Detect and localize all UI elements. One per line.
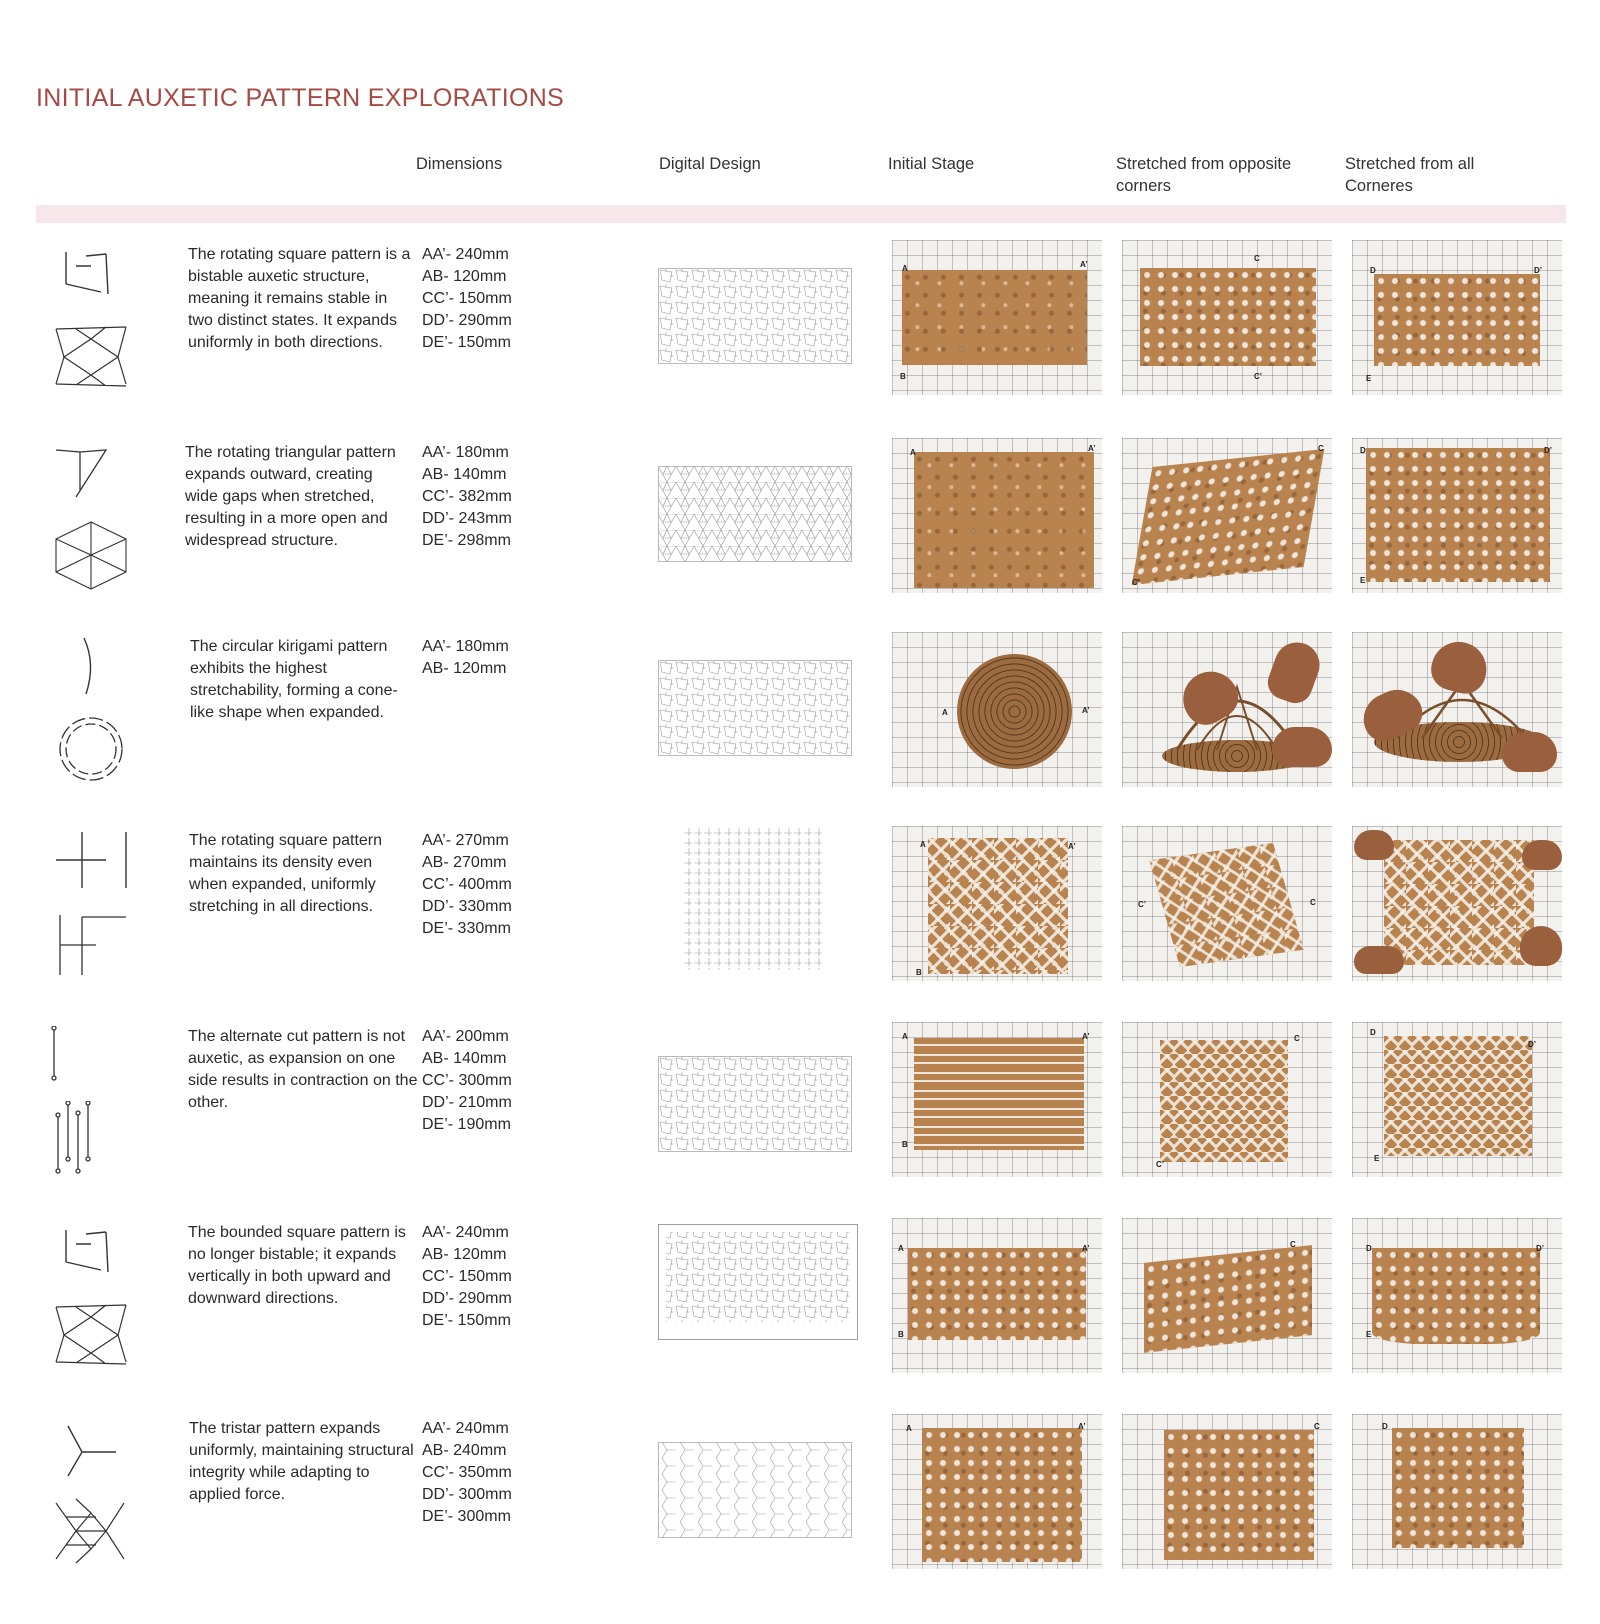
dimension-value: DE’- 150mm xyxy=(422,334,511,351)
digital-design-drawing xyxy=(658,1224,858,1340)
dimension-value: AA’- 240mm xyxy=(422,246,509,263)
pattern-dimensions xyxy=(422,244,622,354)
alternate-cut-pattern-icon xyxy=(46,1101,136,1176)
digital-design-drawing xyxy=(658,268,852,364)
dimension-value: DD’- 330mm xyxy=(422,898,512,915)
photo-stretched-all: D xyxy=(1352,1414,1562,1569)
photo-initial-stage: A A’ B xyxy=(892,1022,1102,1177)
page-title: INITIAL AUXETIC PATTERN EXPLORATIONS xyxy=(36,84,565,112)
pattern-description: The rotating square pattern maintains its density even when expanded, uniformly stretching in all directions. xyxy=(189,832,383,915)
dimension-value: AB- 140mm xyxy=(422,466,507,483)
photo-stretched-all: D D’ E xyxy=(1352,1022,1562,1177)
pattern-dimensions xyxy=(422,442,622,552)
photo-initial-stage: A A’ B xyxy=(892,1218,1102,1373)
photo-initial-stage: A A’ xyxy=(892,632,1102,787)
dimension-value: DE’- 298mm xyxy=(422,532,511,549)
photo-initial-stage: A A’ xyxy=(892,1414,1102,1569)
dimension-value: CC’- 400mm xyxy=(422,876,512,893)
photo-initial-stage: A A’ B xyxy=(892,826,1102,981)
photo-stretched-all: D D’ E xyxy=(1352,240,1562,395)
cross-grid-icon xyxy=(46,905,136,980)
column-header-stretched-opposite: Stretched from opposite corners xyxy=(1116,155,1292,195)
dimension-value: CC’- 150mm xyxy=(422,290,512,307)
pattern-row-circular-kirigami xyxy=(0,636,1600,816)
dimension-value: AB- 120mm xyxy=(422,1246,507,1263)
pattern-description: The bounded square pattern is no longer bistable; it expands vertically in both upward and downward directions. xyxy=(188,1224,406,1307)
photo-stretched-all: D D’ E xyxy=(1352,1218,1562,1373)
dimension-value: AB- 270mm xyxy=(422,854,507,871)
column-header-dimensions: Dimensions xyxy=(416,155,503,173)
digital-design-drawing xyxy=(658,1056,852,1152)
photo-stretched-opposite: C C’ xyxy=(1122,1022,1332,1177)
tristar-pattern-icon xyxy=(46,1493,136,1568)
pattern-row-rotating-triangle xyxy=(0,442,1600,622)
rotating-triangle-icon xyxy=(46,442,136,502)
column-header-initial-stage: Initial Stage xyxy=(888,155,975,173)
header-band xyxy=(36,205,1566,223)
pattern-description: The alternate cut pattern is not auxetic, as expansion on one side results in contraction on the other. xyxy=(188,1028,418,1111)
dimension-value: AB- 240mm xyxy=(422,1442,507,1459)
pattern-row-rotating-square-density xyxy=(0,830,1600,1010)
cross-icon xyxy=(46,830,136,890)
bounded-square-pattern-icon xyxy=(46,1297,136,1372)
photo-initial-stage: A A’ xyxy=(892,438,1102,593)
digital-design-drawing xyxy=(658,660,852,756)
dimension-value: AB- 120mm xyxy=(422,268,507,285)
column-header-stretched-all: Stretched from all Corneres xyxy=(1345,155,1475,195)
dimension-value: AA’- 270mm xyxy=(422,832,509,849)
digital-design-drawing xyxy=(658,1442,852,1538)
bounded-square-icon xyxy=(46,1222,136,1282)
pattern-row-rotating-square xyxy=(0,244,1600,424)
dimension-value: DD’- 300mm xyxy=(422,1486,512,1503)
dimension-value: AA’- 240mm xyxy=(422,1420,509,1437)
dimension-value: DD’- 243mm xyxy=(422,510,512,527)
dimension-value: AA’- 180mm xyxy=(422,444,509,461)
photo-stretched-all: D D’ E xyxy=(1352,438,1562,593)
pattern-dimensions xyxy=(422,1418,622,1528)
tristar-icon xyxy=(46,1418,136,1478)
rotating-square-pattern-icon xyxy=(46,319,136,394)
photo-stretched-opposite: C C’ xyxy=(1122,438,1332,593)
dimension-value: DD’- 290mm xyxy=(422,312,512,329)
photo-stretched-opposite xyxy=(1122,632,1332,787)
dimension-value: AA’- 200mm xyxy=(422,1028,509,1045)
pattern-description: The rotating square pattern is a bistable auxetic structure, meaning it remains stable in two distinct states. It expands uniformly in both directions. xyxy=(188,246,411,351)
pattern-row-bounded-square xyxy=(0,1222,1600,1402)
dimension-value: DE’- 330mm xyxy=(422,920,511,937)
dimension-value: DE’- 300mm xyxy=(422,1508,511,1525)
photo-stretched-opposite: C’ C xyxy=(1122,826,1332,981)
dimension-value: DD’- 290mm xyxy=(422,1290,512,1307)
digital-design-drawing xyxy=(684,828,824,970)
photo-stretched-opposite: C xyxy=(1122,1218,1332,1373)
dimension-value: AB- 120mm xyxy=(422,660,507,677)
pattern-description: The circular kirigami pattern exhibits the highest stretchability, forming a cone-like shape when expanded. xyxy=(190,638,398,721)
dimension-value: AA’- 240mm xyxy=(422,1224,509,1241)
pattern-description: The rotating triangular pattern expands outward, creating wide gaps when stretched, resulting in a more open and widespread structure. xyxy=(185,444,396,549)
photo-stretched-opposite: C xyxy=(1122,1414,1332,1569)
pattern-dimensions xyxy=(422,1026,622,1136)
dimension-value: DD’- 210mm xyxy=(422,1094,512,1111)
photo-stretched-all xyxy=(1352,632,1562,787)
dimension-value: CC’- 300mm xyxy=(422,1072,512,1089)
dimension-value: DE’- 190mm xyxy=(422,1116,511,1133)
rotating-square-icon xyxy=(46,244,136,304)
dimension-value: DE’- 150mm xyxy=(422,1312,511,1329)
pattern-dimensions xyxy=(422,636,622,680)
photo-stretched-all xyxy=(1352,826,1562,981)
dimension-value: AB- 140mm xyxy=(422,1050,507,1067)
rotating-triangle-pattern-icon xyxy=(46,517,136,592)
circular-kirigami-pattern-icon xyxy=(46,711,136,786)
alternate-cut-icon xyxy=(46,1026,136,1086)
pattern-dimensions xyxy=(422,1222,622,1332)
column-header-digital-design: Digital Design xyxy=(659,155,761,173)
dimension-value: CC’- 150mm xyxy=(422,1268,512,1285)
photo-stretched-opposite: C C’ xyxy=(1122,240,1332,395)
dimension-value: AA’- 180mm xyxy=(422,638,509,655)
pattern-row-tristar xyxy=(0,1418,1600,1598)
pattern-row-alternate-cut xyxy=(0,1026,1600,1206)
pattern-dimensions xyxy=(422,830,622,940)
digital-design-drawing xyxy=(658,466,852,562)
pattern-description: The tristar pattern expands uniformly, maintaining structural integrity while adapting to applied force. xyxy=(189,1420,414,1503)
photo-initial-stage: A A’ B xyxy=(892,240,1102,395)
dimension-value: CC’- 382mm xyxy=(422,488,512,505)
dimension-value: CC’- 350mm xyxy=(422,1464,512,1481)
circular-kirigami-icon xyxy=(46,636,136,696)
